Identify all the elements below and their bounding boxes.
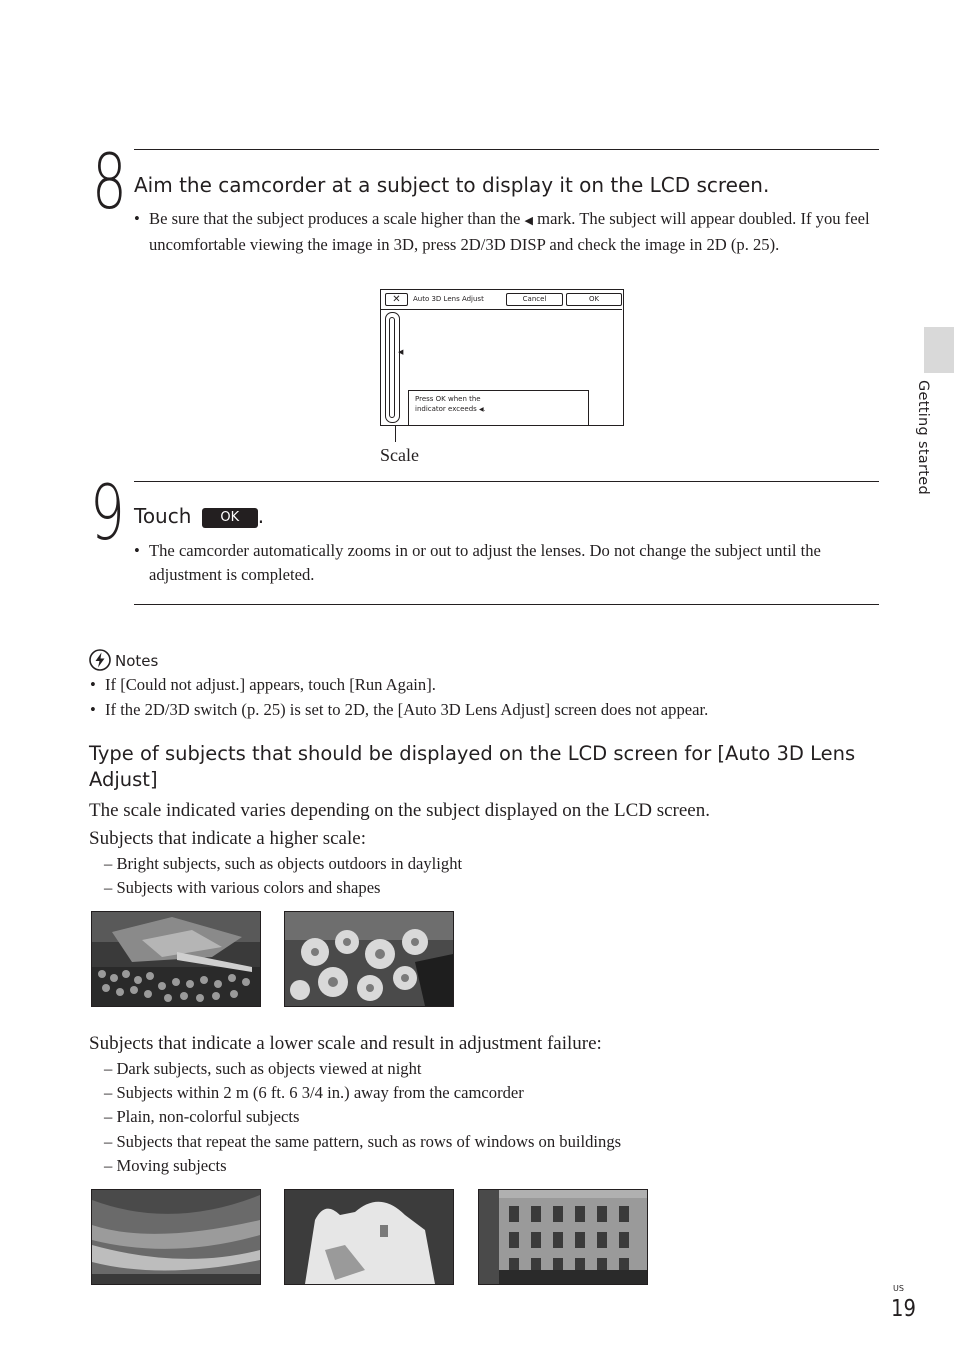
ok-button[interactable]: OK	[566, 293, 622, 306]
step9-heading-suffix: .	[257, 504, 265, 528]
notes-title: Notes	[115, 652, 159, 670]
lcd-message-line1: Press OK when the	[415, 395, 481, 403]
lcd-message-marker-icon: ◀.	[479, 406, 486, 413]
higher-scale-item: – Bright subjects, such as objects outdoors in daylight	[104, 854, 463, 873]
step9-heading-prefix: Touch	[134, 504, 192, 528]
lcd-header-divider	[381, 309, 622, 310]
lower-scale-item: – Dark subjects, such as objects viewed at night	[104, 1059, 422, 1078]
photo-white-building	[284, 1189, 454, 1285]
lcd-screen-illustration	[380, 289, 624, 426]
photo-sky	[91, 1189, 261, 1285]
step8-top-rule	[134, 149, 879, 150]
step9-top-rule	[134, 481, 879, 482]
scale-callout-line	[395, 426, 396, 442]
section-title	[89, 741, 855, 793]
step9-heading	[134, 504, 264, 528]
step9-number: 9	[90, 468, 124, 557]
step8-bullet-text-b: mark. The subject will appear doubled. If you feel uncomfortable viewing the image in 3D, press 2D/3D DISP and check the image in 2D (p. 25).	[149, 209, 870, 254]
step8-bullet	[149, 207, 874, 257]
section-title-line2: Adjust]	[89, 768, 158, 791]
section-title-line1: Type of subjects that should be displayed on the LCD screen for [Auto 3D Lens	[89, 742, 856, 765]
photo-flowers	[284, 911, 454, 1007]
close-icon: ✕	[392, 294, 401, 305]
sidebar-tab[interactable]	[924, 327, 954, 373]
scale-bar-inner	[389, 317, 395, 418]
higher-scale-heading: Subjects that indicate a higher scale:	[89, 828, 366, 849]
step8-heading: Aim the camcorder at a subject to display it on the LCD screen.	[134, 173, 770, 197]
close-button[interactable]	[385, 293, 408, 306]
note-item: • If [Could not adjust.] appears, touch [Run Again].	[105, 673, 436, 697]
scale-bar	[385, 312, 400, 423]
lower-scale-item: – Subjects within 2 m (6 ft. 6 3/4 in.) away from the camcorder	[104, 1083, 524, 1102]
lower-scale-heading: Subjects that indicate a lower scale and result in adjustment failure:	[89, 1033, 602, 1054]
notes-warning-icon	[89, 649, 111, 671]
sidebar-tab-label: Getting started	[915, 380, 931, 495]
cancel-button[interactable]: Cancel	[506, 293, 563, 306]
step8-number: 8	[92, 137, 126, 226]
scale-callout-label: Scale	[380, 445, 419, 465]
lcd-message-box	[408, 390, 589, 426]
step9-bullet: • The camcorder automatically zooms in or out to adjust the lenses. Do not change the subject until the adjustment is completed.	[149, 539, 874, 587]
lcd-message-line2: indicator exceeds ◀.	[415, 405, 486, 413]
higher-scale-item: – Subjects with various colors and shapes	[104, 878, 381, 897]
page-number: 19	[891, 1296, 916, 1322]
page-region: US	[893, 1284, 904, 1293]
photo-market-stall	[91, 911, 261, 1007]
section-intro: The scale indicated varies depending on the subject displayed on the LCD screen.	[89, 800, 710, 821]
step8-bullet-text-a: Be sure that the subject produces a scale higher than the	[149, 209, 521, 228]
scale-threshold-marker-icon: ◀	[398, 348, 404, 356]
photo-building-windows	[478, 1189, 648, 1285]
lower-scale-item: – Moving subjects	[104, 1156, 227, 1175]
lcd-title: Auto 3D Lens Adjust	[413, 295, 484, 303]
note-item: • If the 2D/3D switch (p. 25) is set to 2D, the [Auto 3D Lens Adjust] screen does not appear.	[105, 698, 708, 722]
lower-scale-item: – Plain, non-colorful subjects	[104, 1107, 300, 1126]
ok-badge: OK	[202, 508, 258, 528]
left-triangle-marker-icon: ◀	[524, 215, 534, 227]
lower-scale-item: – Subjects that repeat the same pattern, such as rows of windows on buildings	[104, 1132, 622, 1151]
step9-bottom-rule	[134, 604, 879, 605]
